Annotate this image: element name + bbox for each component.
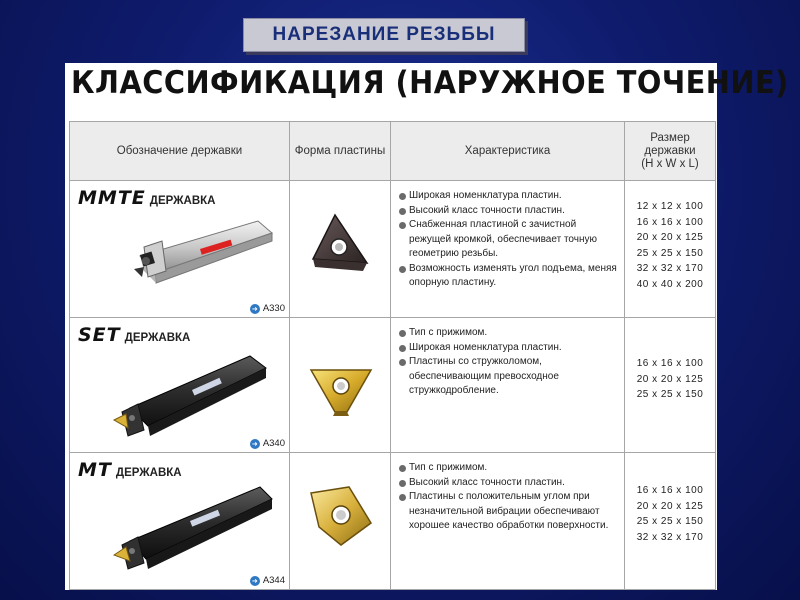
size-item: 20 x 20 x 125 xyxy=(636,373,704,385)
sizes-cell xyxy=(625,318,716,453)
features-cell xyxy=(391,453,625,590)
feature-item: Широкая номенклатура пластин. xyxy=(399,341,620,356)
insert-black-image xyxy=(305,211,375,276)
holder-cell xyxy=(70,318,290,453)
classification-table xyxy=(69,121,716,590)
page-title: КЛАССИФИКАЦИЯ (НАРУЖНОЕ ТОЧЕНИЕ) xyxy=(71,65,789,101)
table-row xyxy=(70,181,716,318)
size-item: 16 x 16 x 100 xyxy=(636,358,704,369)
arrow-right-icon: ➜ xyxy=(250,304,260,314)
holder-word: ДЕРЖАВКА xyxy=(115,467,182,479)
holder-word: ДЕРЖАВКА xyxy=(149,195,216,207)
header-insert: Форма пластины xyxy=(290,122,391,181)
insert-cell xyxy=(290,453,391,590)
sizes-cell xyxy=(625,453,716,590)
arrow-right-icon: ➜ xyxy=(250,576,260,586)
size-item: 25 x 25 x 150 xyxy=(636,389,704,400)
features-list xyxy=(391,318,624,399)
holder-model: MT xyxy=(78,459,112,481)
feature-item: Высокий класс точности пластин. xyxy=(399,476,620,491)
feature-item: Высокий класс точности пластин. xyxy=(399,204,620,219)
table-row xyxy=(70,453,716,590)
insert-gold-image xyxy=(305,356,377,416)
size-item: 16 x 16 x 100 xyxy=(636,485,704,496)
features-list xyxy=(391,453,624,534)
insert-cell xyxy=(290,181,391,318)
holder-model: SET xyxy=(78,324,121,346)
size-item: 20 x 20 x 125 xyxy=(636,500,704,512)
feature-item: Широкая номенклатура пластин. xyxy=(399,189,620,204)
catalog-ref-label: A344 xyxy=(262,575,285,586)
arrow-right-icon: ➜ xyxy=(250,439,260,449)
size-item: 20 x 20 x 125 xyxy=(636,232,704,243)
header-size xyxy=(625,122,716,181)
mmte-holder-image xyxy=(100,211,280,301)
features-list xyxy=(391,181,624,291)
catalog-ref[interactable] xyxy=(250,303,285,314)
features-cell xyxy=(391,181,625,318)
feature-item: Пластины с положительным углом при незначительной вибрации обеспечивают хорошее качество обработки поверхности. xyxy=(399,490,620,534)
header-holder: Обозначение державки xyxy=(70,122,290,181)
size-item: 25 x 25 x 150 xyxy=(636,247,704,259)
holder-model: MMTE xyxy=(78,187,146,209)
holder-title xyxy=(78,324,190,346)
catalog-ref-label: A340 xyxy=(262,438,285,449)
catalog-ref[interactable] xyxy=(250,438,285,449)
header-features: Характеристика xyxy=(391,122,625,181)
holder-cell xyxy=(70,181,290,318)
insert-gold-positive-image xyxy=(305,483,377,549)
sizes-list xyxy=(625,318,715,403)
size-item: 32 x 32 x 170 xyxy=(636,531,704,543)
feature-item: Снабженная пластиной с зачистной режущей кромкой, обеспечивает точную геометрию резьбы. xyxy=(399,218,620,262)
set-holder-image xyxy=(100,348,280,448)
feature-item: Пластины со стружколомом, обеспечивающим превосходное стружкодробление. xyxy=(399,355,620,399)
catalog-ref-label: A330 xyxy=(262,303,285,314)
size-item: 40 x 40 x 200 xyxy=(636,278,704,290)
table-header-row xyxy=(70,122,716,181)
table-row xyxy=(70,318,716,453)
header-size-line2: (H x W x L) xyxy=(641,157,699,170)
sizes-cell xyxy=(625,181,716,318)
sizes-list xyxy=(625,181,715,292)
catalog-ref[interactable] xyxy=(250,575,285,586)
holder-cell xyxy=(70,453,290,590)
section-banner: НАРЕЗАНИЕ РЕЗЬБЫ xyxy=(243,18,525,52)
size-item: 25 x 25 x 150 xyxy=(636,516,704,527)
insert-cell xyxy=(290,318,391,453)
feature-item: Возможность изменять угол подъема, меняя опорную пластину. xyxy=(399,262,620,291)
classification-card xyxy=(65,63,789,590)
feature-item: Тип с прижимом. xyxy=(399,326,620,341)
feature-item: Тип с прижимом. xyxy=(399,461,620,476)
size-item: 32 x 32 x 170 xyxy=(636,263,704,274)
mt-holder-image xyxy=(100,483,280,583)
holder-title xyxy=(78,187,215,209)
size-item: 16 x 16 x 100 xyxy=(636,216,704,228)
header-size-line1: Размер державки xyxy=(644,131,696,157)
sizes-list xyxy=(625,453,715,545)
holder-word: ДЕРЖАВКА xyxy=(124,332,191,344)
size-item: 12 x 12 x 100 xyxy=(636,201,704,212)
holder-title xyxy=(78,459,182,481)
features-cell xyxy=(391,318,625,453)
